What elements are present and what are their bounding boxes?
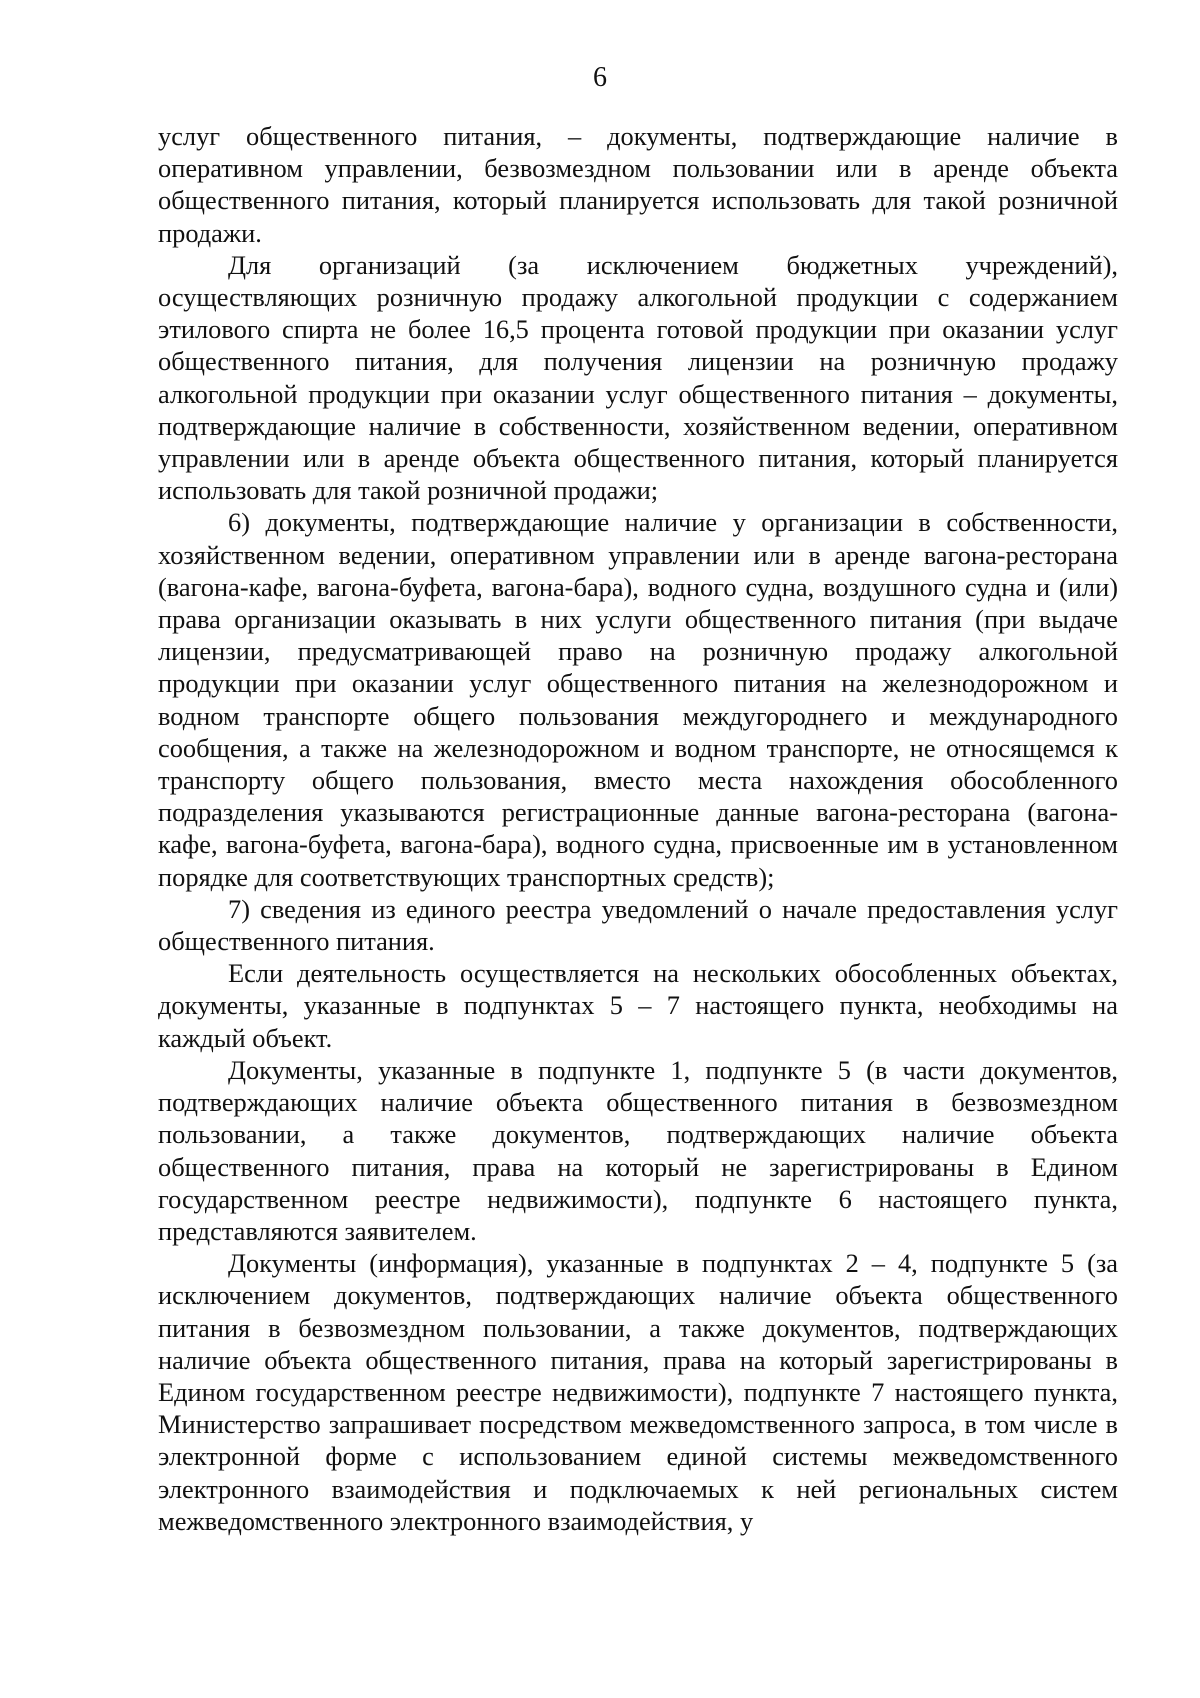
paragraph-multiple-objects: Если деятельность осуществляется на нескольких обособленных объектах, документы, указанные в подпунктах 5 – 7 настоящего пункта, необходимы на каждый объект.: [158, 958, 1118, 1053]
paragraph-organizations: Для организаций (за исключением бюджетных учреждений), осуществляющих розничную продажу алкогольной продукции с содержанием этилового спирта не более 16,5 процента готовой продукции при оказании услуг общественного питания, для получения лицензии на розничную продажу алкогольной продукции при оказании услуг общественного питания – документы, подтверждающие наличие в собственности, хозяйственном ведении, оперативном управлении или в аренде объекта общественного питания, который планируется использовать для такой розничной продажи;: [158, 249, 1118, 506]
document-body: [158, 120, 1118, 1537]
paragraph-ministry-requests: Документы (информация), указанные в подпунктах 2 – 4, подпункте 5 (за исключением документов, подтверждающих наличие объекта общественного питания в безвозмездном пользовании, а также документов, подтверждающих наличие объекта общественного питания, права на который зарегистрированы в Едином государственном реестре недвижимости), подпункте 7 настоящего пункта, Министерство запрашивает посредством межведомственного запроса, в том числе в электронной форме с использованием единой системы межведомственного электронного взаимодействия и подключаемых к ней региональных систем межведомственного электронного взаимодействия, у: [158, 1248, 1118, 1536]
paragraph-continuation: услуг общественного питания, – документы, подтверждающие наличие в оперативном управлении, безвозмездном пользовании или в аренде объекта общественного питания, который планируется использовать для такой розничной продажи.: [158, 121, 1118, 248]
paragraph-item-7: 7) сведения из единого реестра уведомлений о начале предоставления услуг общественного питания.: [158, 893, 1118, 957]
paragraph-item-6: 6) документы, подтверждающие наличие у организации в собственности, хозяйственном ведении, оперативном управлении или в аренде вагона-ресторана (вагона-кафе, вагона-буфета, вагона-бара), водного судна, воздушного судна и (или) права организации оказывать в них услуги общественного питания (при выдаче лицензии, предусматривающей право на розничную продажу алкогольной продукции при оказании услуг общественного питания на железнодорожном и водном транспорте общего пользования междугороднего и международного сообщения, а также на железнодорожном и водном транспорте, не относящемся к транспорту общего пользования, вместо места нахождения обособленного подразделения указываются регистрационные данные вагона-ресторана (вагона-кафе, вагона-буфета, вагона-бара), водного судна, присвоенные им в установленном порядке для соответствующих транспортных средств);: [158, 507, 1118, 892]
paragraph-applicant-documents: Документы, указанные в подпункте 1, подпункте 5 (в части документов, подтверждающих наличие объекта общественного питания в безвозмездном пользовании, а также документов, подтверждающих наличие объекта общественного питания, права на который не зарегистрированы в Едином государственном реестре недвижимости), подпункте 6 настоящего пункта, представляются заявителем.: [158, 1054, 1118, 1246]
page-number: 6: [593, 62, 607, 93]
